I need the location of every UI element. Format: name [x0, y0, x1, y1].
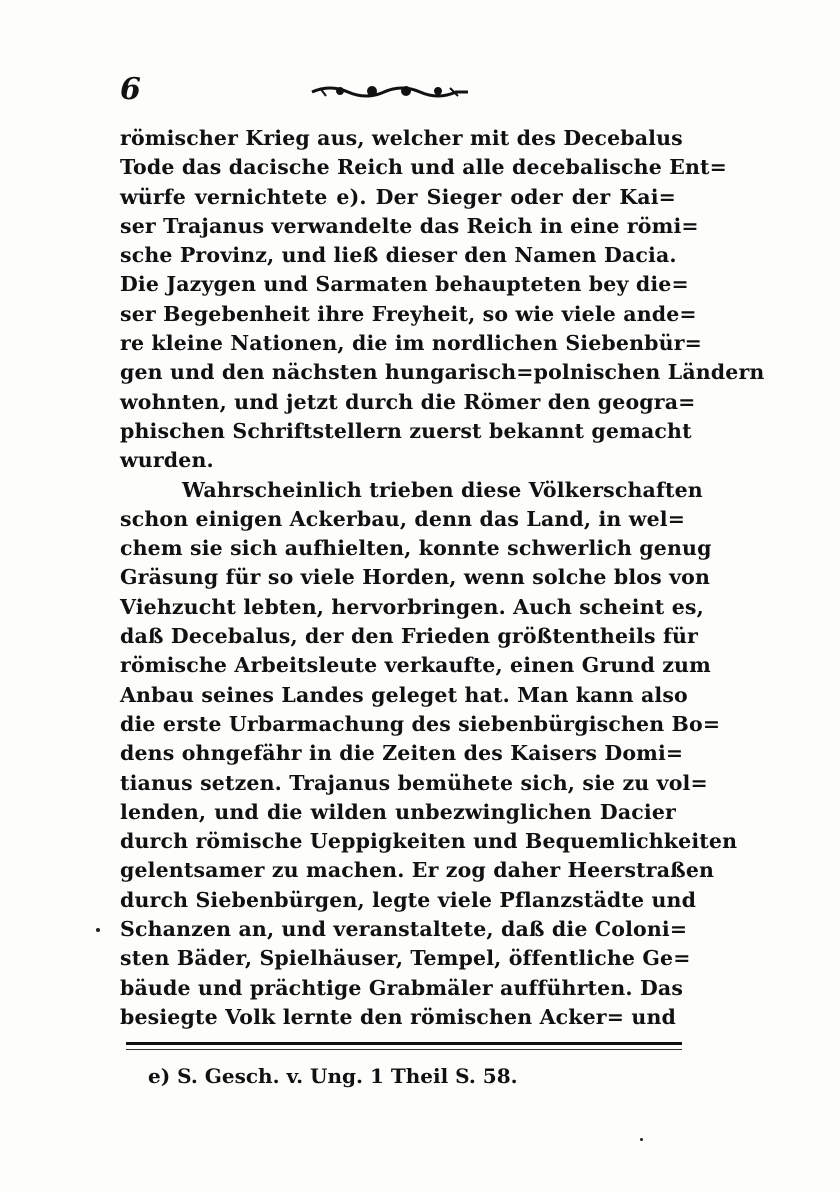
footnote: e) S. Gesch. v. Ung. 1 Theil S. 58. [148, 1064, 518, 1088]
text-line: gen und den nächsten hungarisch=polnischen Ländern [120, 360, 765, 385]
text-line: dens ohngefähr in die Zeiten des Kaisers Domi= [120, 741, 684, 766]
footnote-rule [126, 1042, 682, 1050]
text-line: Tode das dacische Reich und alle decebalische Ent= [120, 155, 727, 180]
text-line: ser Begebenheit ihre Freyheit, so wie viele ande= [120, 301, 697, 326]
text-line: römischer Krieg aus, welcher mit des Decebalus [120, 126, 683, 150]
text-line: würfe vernichtete e). Der Sieger oder der Kai= [120, 184, 676, 209]
text-line: Wahrscheinlich trieben diese Völkerschaften [182, 477, 703, 502]
text-line: besiegte Volk lernte den römischen Acker= und [120, 1004, 676, 1029]
text-line: durch römische Ueppigkeiten und Bequemlichkeiten [120, 829, 738, 854]
text-line: römische Arbeitsleute verkaufte, einen Grund zum [120, 653, 711, 678]
text-line: phischen Schriftstellern zuerst bekannt gemacht [120, 418, 692, 443]
text-line: sche Provinz, und ließ dieser den Namen Dacia. [120, 243, 677, 268]
text-line: daß Decebalus, der den Frieden größtentheils für [120, 624, 698, 649]
text-line: ser Trajanus verwandelte das Reich in eine römi= [120, 213, 699, 238]
text-line: chem sie sich aufhielten, konnte schwerlich genug [120, 536, 712, 561]
text-line: gelentsamer zu machen. Er zog daher Heerstraßen [120, 858, 715, 883]
text-line: die erste Urbarmachung des siebenbürgischen Bo= [120, 711, 721, 736]
header-ornament [310, 80, 470, 102]
text-line: Anbau seines Landes geleget hat. Man kann also [120, 682, 688, 707]
text-line: durch Siebenbürgen, legte viele Pflanzstädte und [120, 887, 697, 912]
text-line: tianus setzen. Trajanus bemühete sich, sie zu vol= [120, 770, 708, 795]
text-line: bäude und prächtige Grabmäler aufführten. Das [120, 975, 684, 1000]
body-text [120, 124, 765, 1032]
print-speck [96, 928, 100, 932]
text-line: Viehzucht lebten, hervorbringen. Auch scheint es, [120, 594, 704, 619]
text-line: Gräsung für so viele Horden, wenn solche blos von [120, 565, 711, 590]
page-number: 6 [120, 72, 141, 107]
text-line: Die Jazygen und Sarmaten behaupteten bey die= [120, 272, 689, 297]
text-line: Schanzen an, und veranstaltete, daß die Coloni= [120, 917, 688, 942]
text-line: wohnten, und jetzt durch die Römer den geogra= [120, 389, 696, 414]
text-line: wurden. [120, 448, 214, 473]
text-line: re kleine Nationen, die im nordlichen Siebenbür= [120, 331, 702, 356]
text-line: lenden, und die wilden unbezwinglichen Dacier [120, 799, 676, 824]
page-header [120, 72, 680, 112]
print-speck [640, 1138, 643, 1141]
text-line: schon einigen Ackerbau, denn das Land, in wel= [120, 506, 686, 531]
text-line: sten Bäder, Spielhäuser, Tempel, öffentliche Ge= [120, 946, 691, 971]
